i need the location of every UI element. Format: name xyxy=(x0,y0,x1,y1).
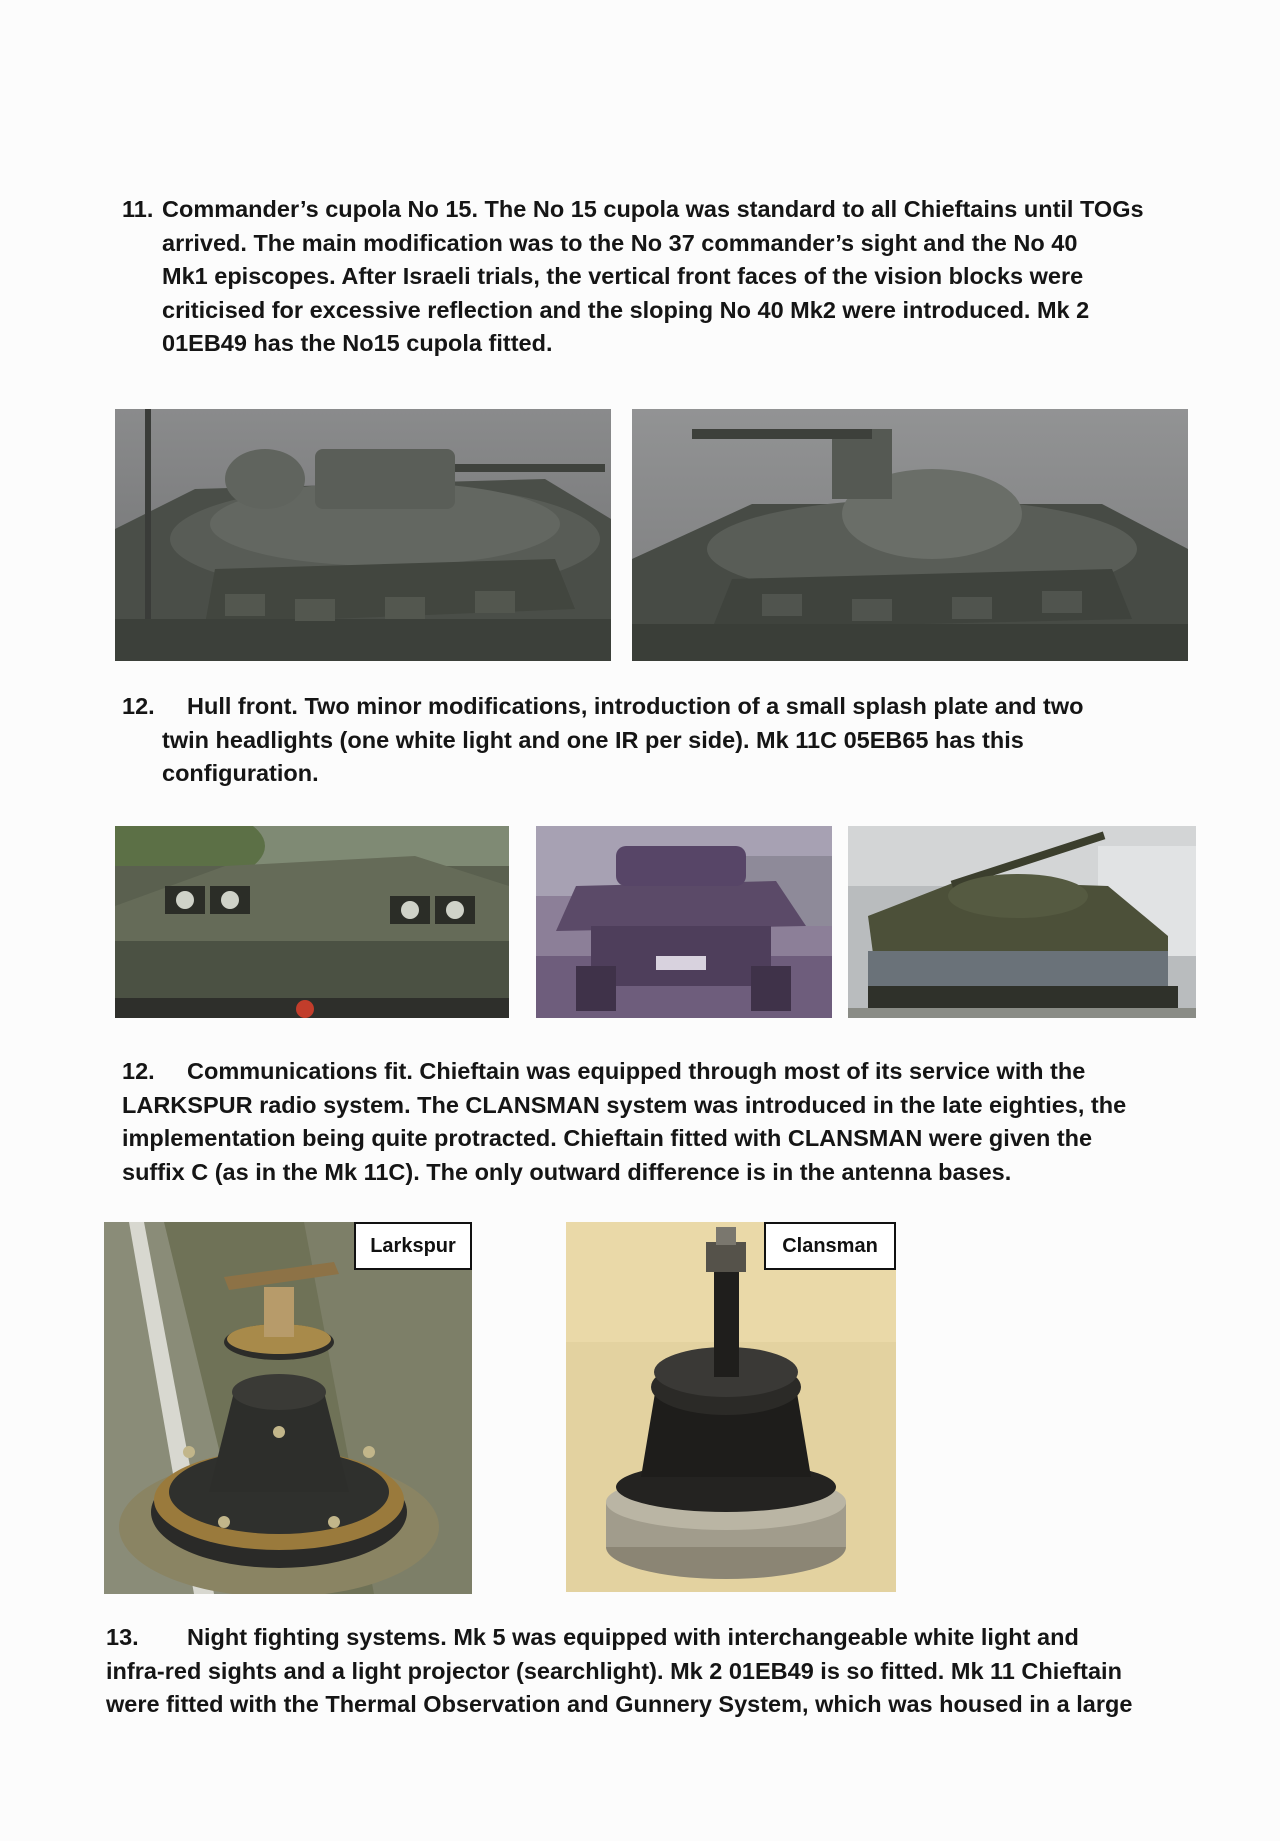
paragraph-line: Mk1 episcopes. After Israeli trials, the vertical front faces of the vision blocks were xyxy=(162,263,1084,289)
paragraph-number: 12. xyxy=(122,693,155,719)
tank-museum-photo xyxy=(848,826,1196,1018)
paragraph-11 xyxy=(122,193,1152,361)
paragraph-12-hull-front xyxy=(122,690,1152,791)
larkspur-antenna-base-photo xyxy=(104,1222,472,1594)
paragraph-line: were fitted with the Thermal Observation and Gunnery System, which was housed in a large xyxy=(106,1691,1133,1717)
paragraph-line: 01EB49 has the No15 cupola fitted. xyxy=(162,330,553,356)
paragraph-line: Hull front. Two minor modifications, introduction of a small splash plate and two xyxy=(187,693,1084,719)
larkspur-label: Larkspur xyxy=(354,1222,472,1270)
paragraph-13 xyxy=(106,1621,1206,1722)
paragraph-line: Commander’s cupola No 15. The No 15 cupola was standard to all Chieftains until TOGs xyxy=(162,196,1144,222)
paragraph-line: criticised for excessive reflection and the sloping No 40 Mk2 were introduced. Mk 2 xyxy=(162,296,1090,323)
paragraph-line: suffix C (as in the Mk 11C). The only outward difference is in the antenna bases. xyxy=(122,1158,1012,1185)
paragraph-line: LARKSPUR radio system. The CLANSMAN system was introduced in the late eighties, the xyxy=(122,1091,1127,1118)
paragraph-line: arrived. The main modification was to the No 37 commander’s sight and the No 40 xyxy=(162,229,1078,256)
paragraph-number: 12. xyxy=(122,1058,155,1084)
paragraph-line: implementation being quite protracted. Chieftain fitted with CLANSMAN were given the xyxy=(122,1125,1093,1151)
paragraph-line: Communications fit. Chieftain was equipped through most of its service with the xyxy=(187,1058,1086,1084)
paragraph-12-communications xyxy=(122,1055,1182,1189)
hull-headlights-photo xyxy=(115,826,509,1018)
cupola-render-photo-left xyxy=(115,409,611,661)
clansman-antenna-base-photo xyxy=(566,1222,896,1592)
paragraph-number: 11. xyxy=(122,196,154,222)
clansman-label: Clansman xyxy=(764,1222,896,1270)
paragraph-line: Night fighting systems. Mk 5 was equipped with interchangeable white light and xyxy=(187,1624,1079,1650)
paragraph-number: 13. xyxy=(106,1624,139,1650)
paragraph-line: infra-red sights and a light projector (searchlight). Mk 2 01EB49 is so fitted. Mk 11 Chieftain xyxy=(106,1657,1122,1684)
tank-front-photo xyxy=(536,826,832,1018)
cupola-render-photo-right xyxy=(632,409,1188,661)
paragraph-line: configuration. xyxy=(162,760,319,786)
paragraph-line: twin headlights (one white light and one IR per side). Mk 11C 05EB65 has this xyxy=(162,726,1024,753)
